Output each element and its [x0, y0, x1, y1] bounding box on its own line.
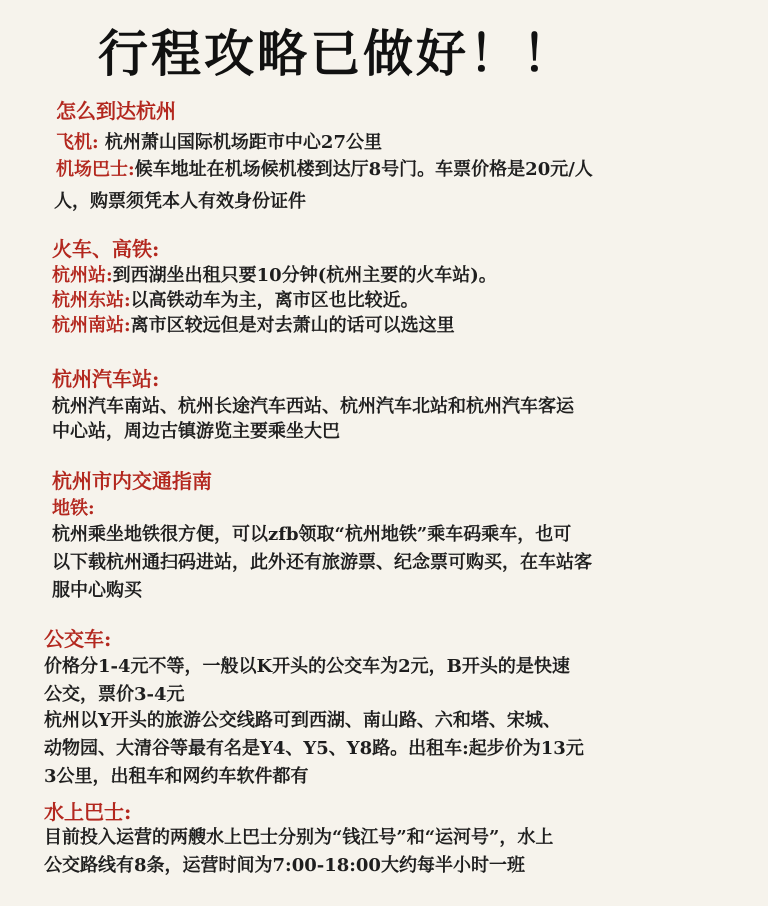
airport-bus-text-2: 人，购票须凭本人有效身份证件: [54, 191, 306, 212]
airport-bus-label: 机场巴士:: [56, 159, 135, 180]
train-item-label: 杭州站:: [52, 265, 113, 286]
train-item-label: 杭州东站:: [52, 290, 131, 311]
flight-line: [56, 130, 756, 155]
metro-label: 地铁:: [52, 498, 95, 519]
section-arrive: [56, 98, 756, 182]
section-heading-water-bus: 水上巴士:: [44, 800, 132, 824]
bus-text-2: 公交，票价3-4元: [44, 684, 185, 705]
coach-text-2: 中心站，周边古镇游览主要乘坐大巴: [52, 421, 340, 442]
section-train: [52, 236, 752, 338]
train-item-text: 以高铁动车为主，离市区也比较近。: [130, 290, 419, 311]
airport-bus-continued: [54, 189, 754, 214]
airport-bus-line: [56, 157, 756, 182]
flight-label: 飞机:: [56, 132, 99, 153]
section-water-bus: [44, 799, 764, 878]
bus-text-3: 杭州以Y开头的旅游公交线路可到西湖、南山路、六和塔、宋城、: [44, 710, 561, 731]
bus-text-4: 动物园、大清谷等最有名是Y4、Y5、Y8路。出租车:起步价为13元: [44, 738, 584, 759]
train-item-label: 杭州南站:: [52, 315, 131, 336]
water-bus-text-1: 目前投入运营的两艘水上巴士分别为“钱江号”和“运河号”，水上: [44, 827, 554, 848]
section-local: [52, 468, 752, 603]
section-bus: [44, 626, 764, 789]
section-coach: [52, 366, 752, 444]
section-heading-local: 杭州市内交通指南: [52, 469, 212, 493]
train-item-text: 到西湖坐出租只要10分钟(杭州主要的火车站)。: [112, 265, 497, 286]
section-heading-train: 火车、高铁:: [52, 237, 160, 261]
section-heading-arrive: 怎么到达杭州: [56, 99, 176, 123]
train-item: [52, 288, 752, 313]
train-item-text: 离市区较远但是对去萧山的话可以选这里: [130, 315, 455, 336]
bus-text-1: 价格分1-4元不等，一般以K开头的公交车为2元，B开头的是快速: [44, 656, 570, 677]
bus-text-5: 3公里，出租车和网约车软件都有: [44, 766, 309, 787]
metro-text-3: 服中心购买: [52, 580, 142, 601]
page-title: 行程攻略已做好！！: [98, 25, 575, 83]
metro-text-1: 杭州乘坐地铁很方便，可以zfb领取“杭州地铁”乘车码乘车，也可: [52, 524, 572, 545]
metro-text-2: 以下载杭州通扫码进站，此外还有旅游票、纪念票可购买，在车站客: [52, 552, 592, 573]
section-heading-bus: 公交车:: [44, 627, 112, 651]
airport-bus-text: 候车地址在机场候机楼到达厅8号门。车票价格是20元/人: [134, 159, 593, 180]
flight-text: 杭州萧山国际机场距市中心27公里: [98, 132, 382, 153]
section-heading-coach: 杭州汽车站:: [52, 367, 160, 391]
coach-text-1: 杭州汽车南站、杭州长途汽车西站、杭州汽车北站和杭州汽车客运: [52, 396, 574, 417]
water-bus-text-2: 公交路线有8条，运营时间为7:00-18:00大约每半小时一班: [44, 855, 525, 876]
train-item: [52, 313, 752, 338]
train-item: [52, 263, 752, 288]
